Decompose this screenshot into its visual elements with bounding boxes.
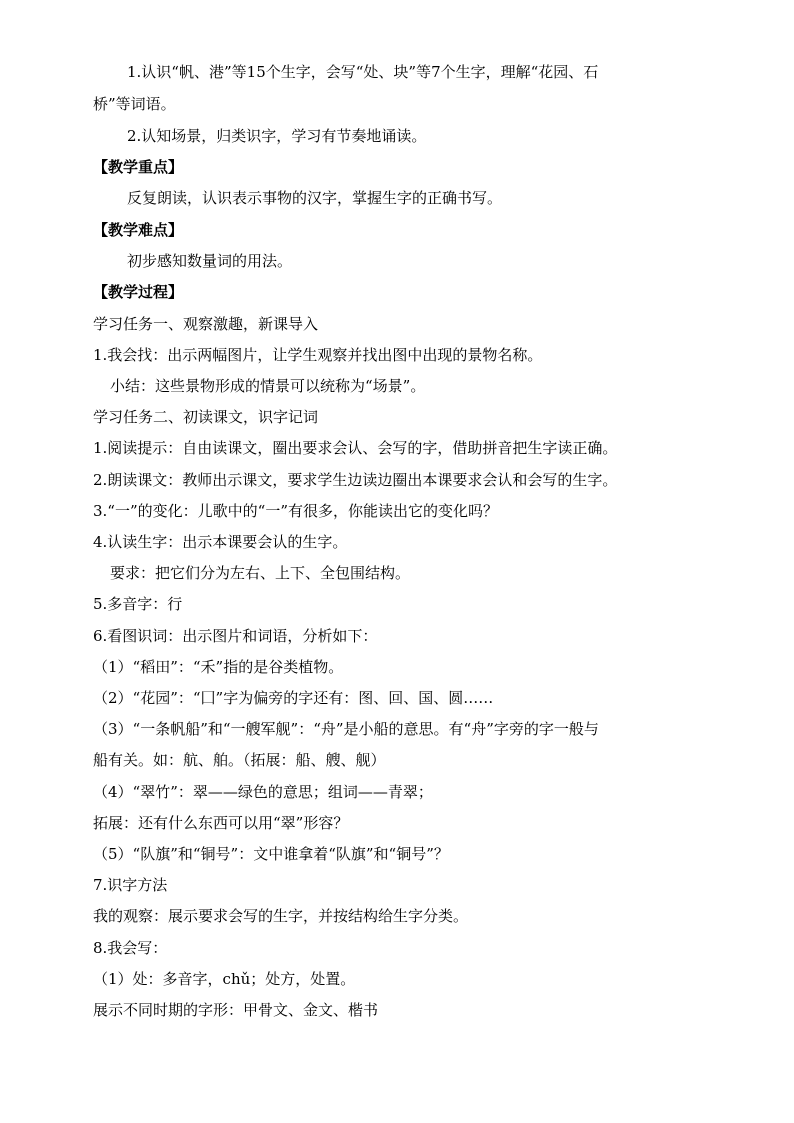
task-2-step-8: 8.我会写： [93,939,168,957]
task-2-step-6: 6.看图识词：出示图片和词语，分析如下： [93,627,378,645]
objective-2: 2.认知场景，归类识字，学习有节奏地诵读。 [127,127,427,145]
task-1-title: 学习任务一、观察激趣，新课导入 [93,315,319,333]
step-8-glyph-forms: 展示不同时期的字形：甲骨文、金文、楷书 [93,1001,379,1019]
section-heading-key-points: 【教学重点】 [93,158,184,176]
task-2-step-1: 1.阅读提示：自由读课文，圈出要求会认、会写的字，借助拼音把生字读正确。 [93,439,618,457]
step-6-item-1: （1）“稻田”：“禾”指的是谷类植物。 [93,658,344,676]
task-1-step-1: 1.我会找：出示两幅图片，让学生观察并找出图中出现的景物名称。 [93,346,543,364]
task-2-step-7: 7.识字方法 [93,876,168,894]
task-2-step-5: 5.多音字：行 [93,595,183,613]
step-6-item-3-line-1: （3）“一条帆船”和“一艘军舰”：“舟”是小船的意思。有“舟”字旁的字一般与 [93,720,599,738]
task-1-summary: 小结：这些景物形成的情景可以统称为“场景”。 [110,377,426,395]
step-7-observation: 我的观察：展示要求会写的生字，并按结构给生字分类。 [93,907,469,925]
section-heading-process: 【教学过程】 [93,283,184,301]
step-6-item-3-line-2: 船有关。如：航、舶。（拓展：船、艘、舰） [93,751,386,769]
difficulties-text: 初步感知数量词的用法。 [127,252,293,270]
task-2-step-2: 2.朗读课文：教师出示课文，要求学生边读边圈出本课要求会认和会写的生字。 [93,471,618,489]
objective-1-line-2: 桥”等词语。 [93,95,176,113]
step-6-item-4-extension: 拓展：还有什么东西可以用“翠”形容？ [93,814,349,832]
step-6-item-5: （5）“队旗”和“铜号”：文中谁拿着“队旗”和“铜号”？ [93,845,449,863]
task-2-step-4: 4.认读生字：出示本课要会认的生字。 [93,533,348,551]
step-8-item-1: （1）处：多音字，chǔ；处方，处置。 [93,970,356,988]
task-2-step-4-requirement: 要求：把它们分为左右、上下、全包围结构。 [110,564,411,582]
objective-1-line-1: 1.认识“帆、港”等15个生字，会写“处、块”等7个生字，理解“花园、石 [127,63,599,81]
step-6-item-4: （4）“翠竹”：翠——绿色的意思；组词——青翠； [93,783,433,801]
key-points-text: 反复朗读，认识表示事物的汉字，掌握生字的正确书写。 [127,189,503,207]
step-6-item-2: （2）“花园”：“囗”字为偏旁的字还有：图、回、国、圆…… [93,689,494,707]
task-2-title: 学习任务二、初读课文，识字记词 [93,408,319,426]
task-2-step-3: 3.“一”的变化：儿歌中的“一”有很多，你能读出它的变化吗？ [93,502,498,520]
section-heading-difficulties: 【教学难点】 [93,221,184,239]
